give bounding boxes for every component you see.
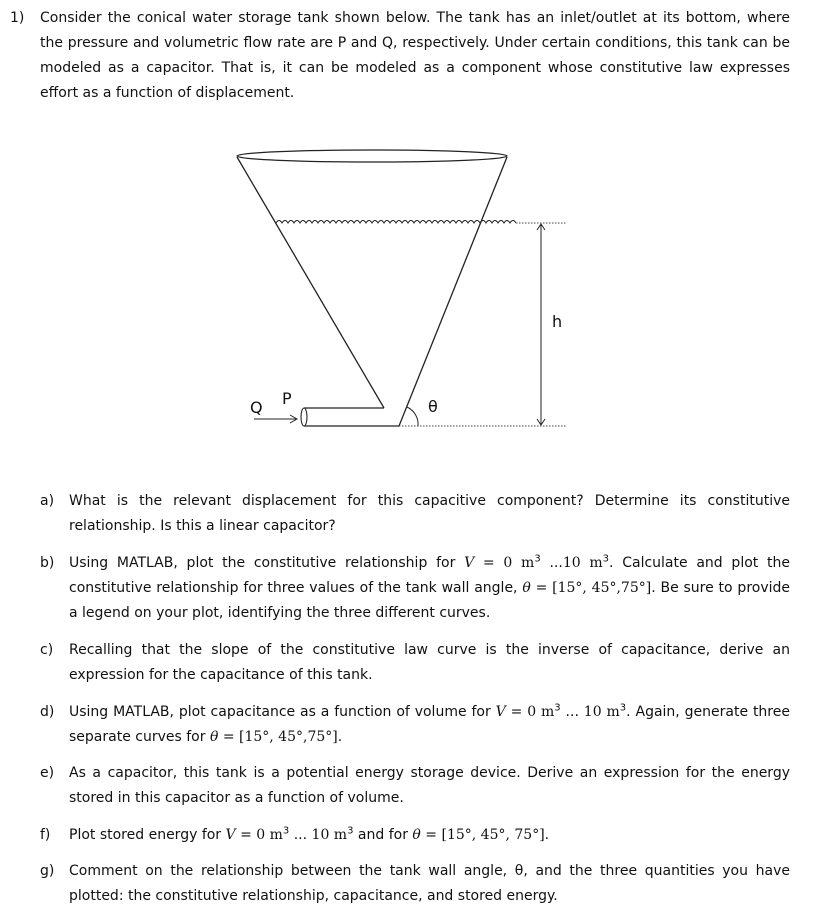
question-f-eq1: = 0 m xyxy=(235,827,283,843)
question-d-label: d) xyxy=(40,704,55,720)
question-f-t2: and for xyxy=(353,827,413,843)
p-label: P xyxy=(282,389,292,408)
question-f-var-v: V xyxy=(225,827,236,843)
question-b-label: b) xyxy=(40,555,55,571)
question-d xyxy=(0,700,819,750)
question-b-exp2: 3 xyxy=(602,553,610,565)
tank-right-wall xyxy=(399,157,507,426)
question-d-var-v: V xyxy=(495,704,506,720)
question-f-dots: ... xyxy=(289,827,312,843)
question-d-exp1: 3 xyxy=(554,702,561,714)
question-d-eq3: = [15°, 45°,75°] xyxy=(218,729,338,745)
question-d-t1: Using MATLAB, plot capacitance as a function of volume for xyxy=(69,704,496,720)
question-b-text xyxy=(69,551,790,626)
problem-intro xyxy=(0,6,819,106)
theta-arc xyxy=(407,407,418,426)
question-b-t1: Using MATLAB, plot the constitutive relationship for xyxy=(69,555,465,571)
question-c-text: Recalling that the slope of the constitutive law curve is the inverse of capacitance, derive an expression for the capacitance of this tank. xyxy=(69,642,790,683)
question-d-text xyxy=(69,700,790,750)
question-g-label: g) xyxy=(40,863,55,879)
question-b-var-v: V xyxy=(464,555,475,571)
question-f-text xyxy=(69,823,790,848)
question-a xyxy=(0,489,819,539)
problem-number: 1) xyxy=(10,10,25,26)
question-f-t3: . xyxy=(544,827,550,843)
question-d-eq1: = 0 m xyxy=(505,704,555,720)
problem-intro-text: Consider the conical water storage tank shown below. The tank has an inlet/outlet at its bottom, where the pressure and volumetric flow rate are P and Q, respectively. Under certain conditions, this tank can be modeled as a capacitor. That is, it can be modeled as a component whose constitutive law expresses effort as a function of displacement. xyxy=(40,10,790,101)
question-e xyxy=(0,761,819,811)
question-g xyxy=(0,859,819,909)
tank-left-wall xyxy=(237,157,384,408)
pipe-opening xyxy=(301,408,307,426)
conical-tank-figure xyxy=(230,140,570,440)
q-label: Q xyxy=(250,398,263,417)
question-a-text: What is the relevant displacement for this capacitive component? Determine its constitutive relationship. Is this a linear capacitor? xyxy=(69,493,790,534)
question-f-eq2: 10 m xyxy=(311,827,348,843)
question-f-theta: θ xyxy=(412,827,421,843)
question-d-dots: ... xyxy=(560,704,584,720)
question-e-text: As a capacitor, this tank is a potential energy storage device. Derive an expression for the energy stored in this capacitor as a function of volume. xyxy=(69,765,790,806)
question-d-theta: θ xyxy=(209,729,219,745)
question-b xyxy=(0,551,819,626)
question-f-eq3: = [15°, 45°, 75°] xyxy=(420,827,545,843)
question-f xyxy=(0,823,819,848)
question-b-dots: ... xyxy=(540,555,563,571)
question-b-exp1: 3 xyxy=(534,553,541,565)
question-d-eq2: 10 m xyxy=(583,704,620,720)
tank-rim xyxy=(237,150,507,162)
question-b-eq2: 10 m xyxy=(562,555,603,571)
question-c xyxy=(0,638,819,688)
question-g-text: Comment on the relationship between the tank wall angle, θ, and the three quantities you have plotted: the constitutive relationship, capacitance, and stored energy. xyxy=(69,863,790,904)
question-b-theta: θ xyxy=(522,580,531,596)
question-b-eq1: = 0 m xyxy=(474,555,535,571)
question-f-t1: Plot stored energy for xyxy=(69,827,226,843)
question-b-eq3: = [15°, 45°,75°] xyxy=(530,580,652,596)
question-c-label: c) xyxy=(40,642,54,658)
question-f-exp2: 3 xyxy=(347,825,354,837)
question-d-t3: . xyxy=(337,729,343,745)
h-label: h xyxy=(552,312,563,331)
question-a-label: a) xyxy=(40,493,55,509)
question-d-t2: . Again, generate three separate curves for xyxy=(69,704,790,745)
theta-label: θ xyxy=(428,397,438,416)
question-b-t2: . Calculate and plot the constitutive relationship for three values of the tank wall angle, xyxy=(69,555,790,596)
question-e-label: e) xyxy=(40,765,55,781)
water-surface xyxy=(276,221,516,224)
question-d-exp2: 3 xyxy=(619,702,627,714)
question-f-label: f) xyxy=(40,827,51,843)
question-f-exp1: 3 xyxy=(282,825,290,837)
question-b-t3: . Be sure to provide a legend on your plot, identifying the three different curves. xyxy=(69,580,791,621)
